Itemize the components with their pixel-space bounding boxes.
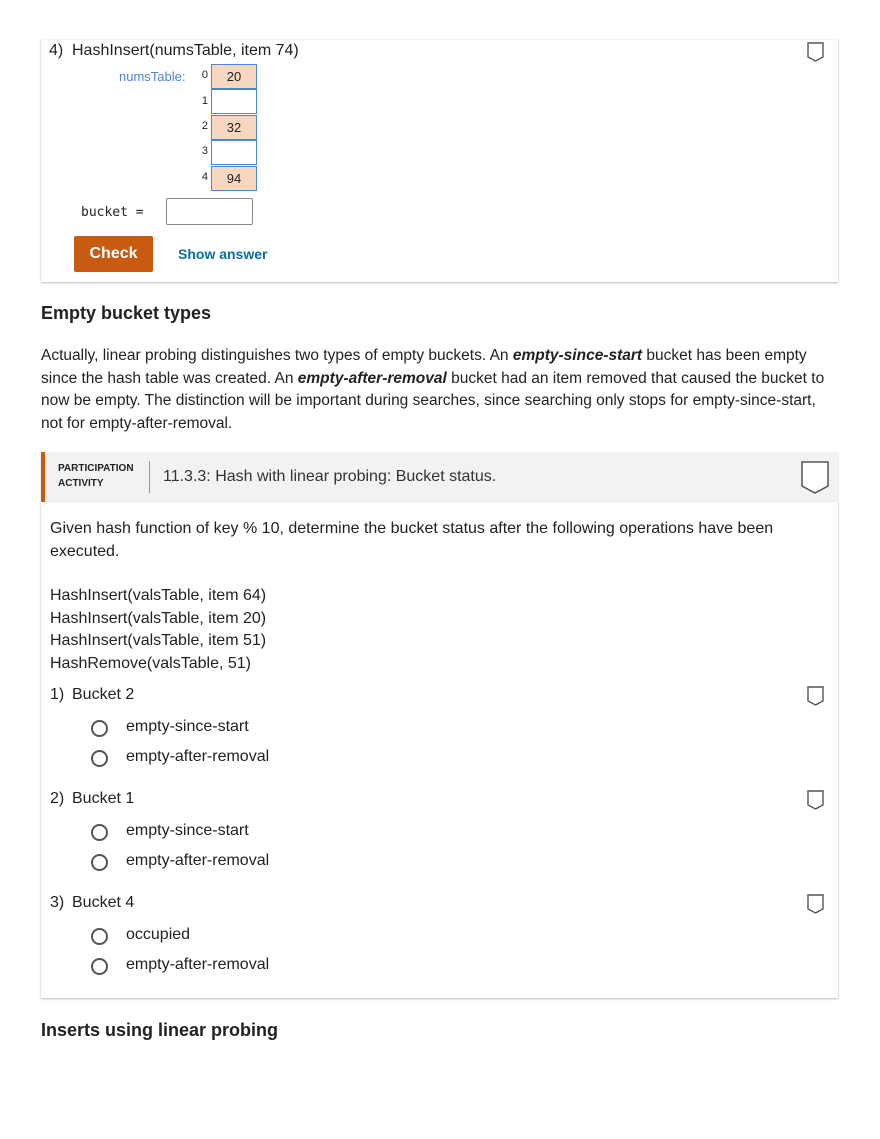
operation-line: HashInsert(valsTable, item 64) <box>50 587 267 604</box>
table-label: numsTable: <box>119 69 186 84</box>
question-text: Bucket 1 <box>72 790 135 807</box>
radio-button[interactable] <box>91 720 108 737</box>
table-index: 3 <box>201 145 208 157</box>
operation-line: HashRemove(valsTable, 51) <box>50 654 251 672</box>
section-heading: Inserts using linear probing <box>41 1020 279 1040</box>
section-heading: Empty bucket types <box>41 303 212 323</box>
activity-label <box>58 461 134 491</box>
section-paragraph <box>41 345 839 435</box>
table-index: 1 <box>201 95 208 107</box>
activity-title: 11.3.3: Hash with linear probing: Bucket status. <box>163 468 497 485</box>
radio-option-label[interactable]: empty-after-removal <box>126 852 270 869</box>
activity-label-line: ACTIVITY <box>58 478 104 489</box>
radio-option-label[interactable]: empty-since-start <box>126 718 249 735</box>
question-number: 3) <box>50 894 65 911</box>
activity-header <box>41 452 838 502</box>
radio-option-label[interactable]: occupied <box>126 926 191 943</box>
radio-option-label[interactable]: empty-after-removal <box>126 748 270 765</box>
table-index: 0 <box>201 69 208 81</box>
table-cell: 94 <box>211 166 257 191</box>
bookmark-icon[interactable] <box>807 686 824 706</box>
paragraph-text: bucket had an item removed that caused the bucket to now be empty. The distinction will be important during searches, since searching only stops for empty-since-start, not for empty-after-removal. <box>41 369 825 432</box>
question-number: 4) <box>49 42 64 59</box>
question-text: Bucket 2 <box>72 686 135 703</box>
radio-button[interactable] <box>91 928 108 945</box>
radio-button[interactable] <box>91 958 108 975</box>
bookmark-icon[interactable] <box>801 461 829 494</box>
activity-divider <box>149 461 150 493</box>
paragraph-text: Actually, linear probing distinguishes two types of empty buckets. An <box>41 347 513 364</box>
table-cell <box>211 89 257 114</box>
radio-button[interactable] <box>91 750 108 767</box>
operation-line: HashInsert(valsTable, item 51) <box>50 632 267 649</box>
question-text: Bucket 4 <box>72 894 135 911</box>
radio-option-label[interactable]: empty-after-removal <box>126 956 270 973</box>
radio-button[interactable] <box>91 854 108 871</box>
bookmark-icon[interactable] <box>807 894 824 914</box>
operation-line: HashInsert(valsTable, item 20) <box>50 609 267 627</box>
bookmark-icon[interactable] <box>807 790 824 810</box>
table-index: 2 <box>201 120 208 132</box>
intro-line: Given hash function of key % 10, determine the bucket status after the following operations have been <box>50 520 774 537</box>
activity-intro <box>50 518 830 563</box>
question-number: 1) <box>50 686 65 703</box>
intro-line: executed. <box>50 542 120 560</box>
operations-list <box>50 585 266 675</box>
radio-button[interactable] <box>91 824 108 841</box>
question-card-top <box>41 40 838 282</box>
table-index: 4 <box>201 171 208 183</box>
activity-accent-bar <box>41 452 45 502</box>
radio-option-label[interactable]: empty-since-start <box>126 822 249 839</box>
term-empty-after-removal: empty-after-removal <box>297 369 447 387</box>
term-empty-since-start: empty-since-start <box>512 347 643 364</box>
bookmark-icon[interactable] <box>807 42 824 62</box>
show-answer-link[interactable]: Show answer <box>178 246 268 262</box>
paragraph-text: bucket has been empty since the hash table was created. An <box>41 347 807 387</box>
bucket-input[interactable] <box>166 198 253 225</box>
bucket-label: bucket = <box>81 205 144 220</box>
question-number: 2) <box>50 790 65 807</box>
question-text: HashInsert(numsTable, item 74) <box>72 42 299 59</box>
activity-label-line: PARTICIPATION <box>58 463 134 474</box>
table-cell: 32 <box>211 115 257 140</box>
check-button[interactable]: Check <box>74 236 153 272</box>
table-cell: 20 <box>211 64 257 89</box>
table-cell <box>211 140 257 165</box>
